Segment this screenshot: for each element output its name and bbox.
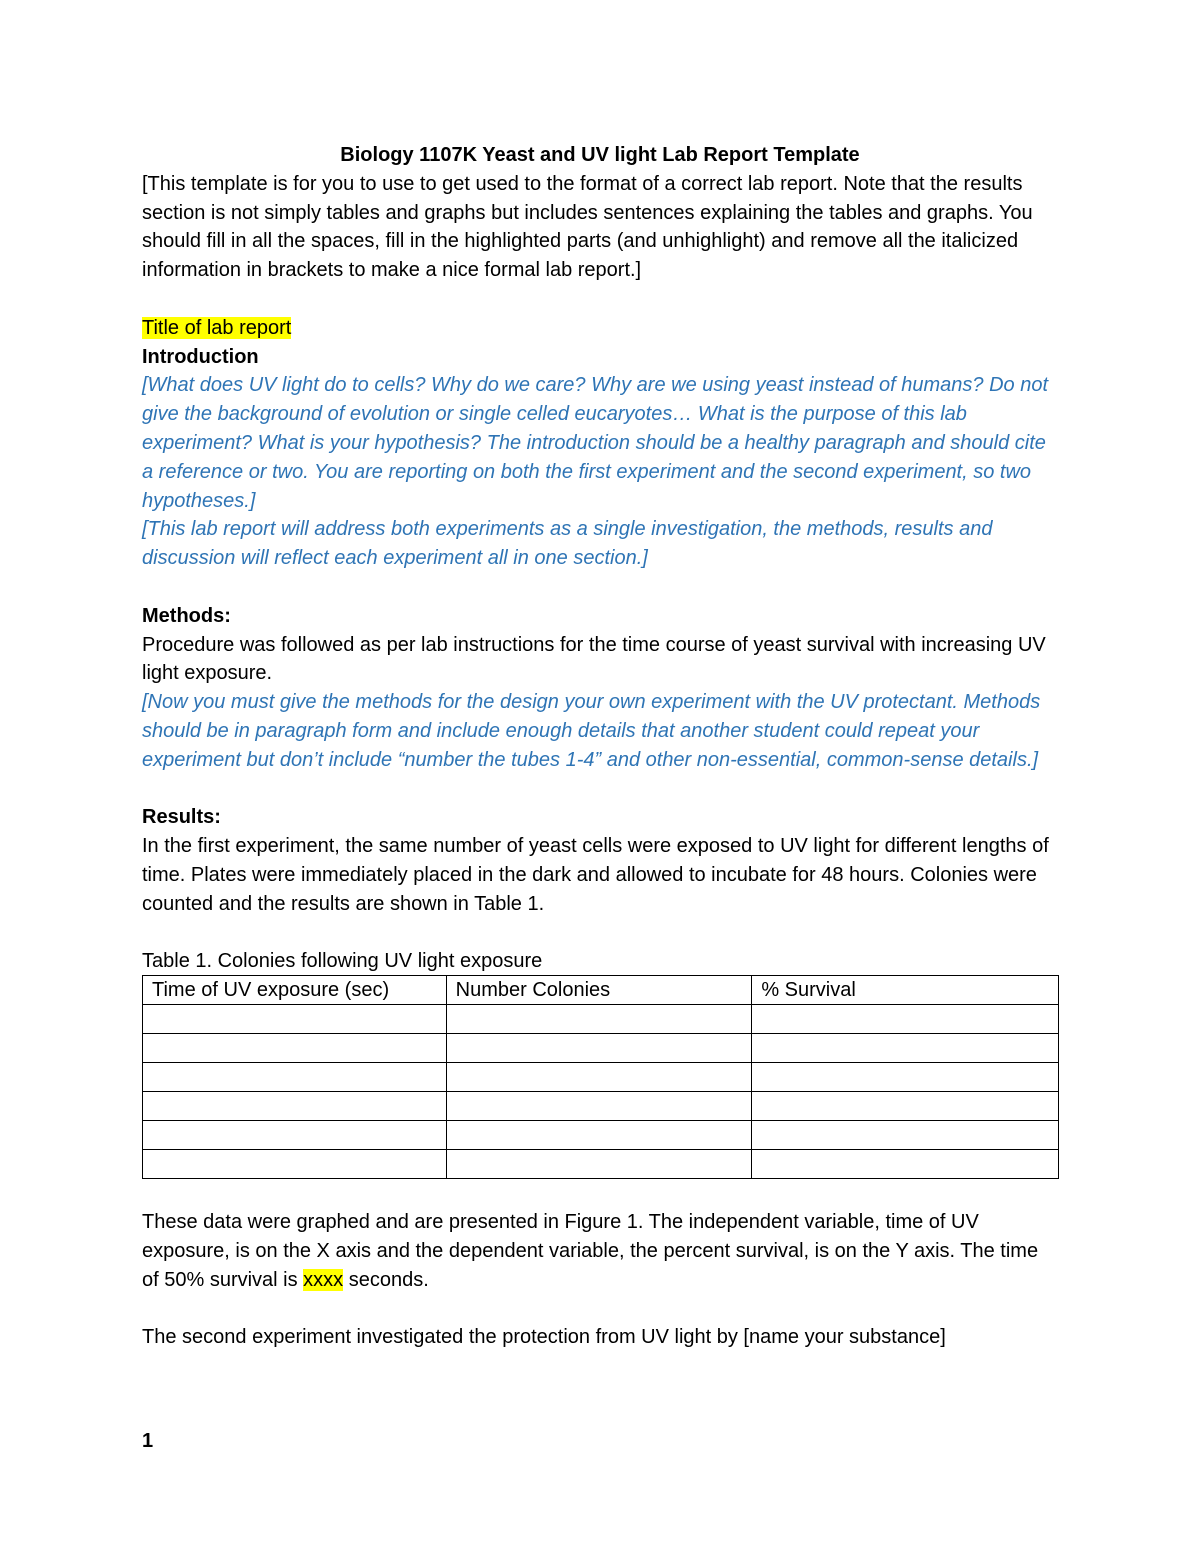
table-row [143, 1121, 1059, 1150]
introduction-note: [What does UV light do to cells? Why do we care? Why are we using yeast instead of humans? Do not give the background of evolution or single celled eucaryotes… What is the purpose of this lab experiment? What is your hypothesis? The introduction should be a healthy paragraph and should cite a reference or two. You are reporting on both the first experiment and the second experiment, so two hypotheses.] [142, 374, 1049, 512]
colonies-table [142, 975, 1059, 1179]
table-cell[interactable] [143, 1121, 447, 1150]
table-cell[interactable] [446, 1005, 752, 1034]
spacer [142, 1295, 1058, 1324]
report-title-placeholder [142, 314, 1058, 343]
table-cell[interactable] [143, 1092, 447, 1121]
table-caption: Table 1. Colonies following UV light exposure [142, 950, 543, 973]
table-cell[interactable] [752, 1005, 1059, 1034]
graph-text-end: seconds. [343, 1268, 429, 1291]
page-number: 1 [142, 1430, 154, 1452]
introduction-note-2: [This lab report will address both experiments as a single investigation, the methods, results and discussion will reflect each experiment all in one section.] [142, 518, 993, 570]
table-cell[interactable] [752, 1150, 1059, 1179]
table-cell[interactable] [446, 1150, 752, 1179]
second-experiment-text: The second experiment investigated the protection from UV light by [name your substance] [142, 1326, 946, 1349]
table-header-cell: Time of UV exposure (sec) [143, 976, 447, 1005]
table-cell[interactable] [752, 1092, 1059, 1121]
introduction-heading: Introduction [142, 345, 259, 368]
methods-heading: Methods: [142, 604, 231, 627]
table-cell[interactable] [143, 1034, 447, 1063]
table-cell[interactable] [446, 1121, 752, 1150]
table-row [143, 1005, 1059, 1034]
graph-description [142, 1208, 1058, 1294]
results-text: In the first experiment, the same number of yeast cells were exposed to UV light for different lengths of time. Plates were immediately placed in the dark and allowed to incubate for 48 hours. Colonies were counted and the results are shown in Table 1. [142, 835, 1049, 915]
results-heading: Results: [142, 806, 221, 829]
table-cell[interactable] [143, 1005, 447, 1034]
spacer [142, 573, 1058, 602]
template-instructions: [This template is for you to use to get used to the format of a correct lab report. Note that the results section is not simply tables and graphs but includes sentences explaining the tables and graphs. You should fill in all the spaces, fill in the highlighted parts (and unhighlight) and remove all the italicized information in brackets to make a nice formal lab report.] [142, 172, 1033, 282]
table-cell[interactable] [752, 1034, 1059, 1063]
table-row [143, 1063, 1059, 1092]
document-title: Biology 1107K Yeast and UV light Lab Report Template [340, 144, 860, 166]
table-cell[interactable] [143, 1063, 447, 1092]
table-header-row [143, 976, 1059, 1005]
table-cell[interactable] [446, 1092, 752, 1121]
table-row [143, 1034, 1059, 1063]
methods-note: [Now you must give the methods for the design your own experiment with the UV protectant. Methods should be in paragraph form and include enough details that another student could repeat your experiment but don’t include “number the tubes 1-4” and other non-essential, common-sense details.] [142, 691, 1041, 771]
highlighted-placeholder: xxxx [303, 1268, 344, 1291]
table-cell[interactable] [752, 1121, 1059, 1150]
spacer [142, 919, 1058, 948]
table-cell[interactable] [143, 1150, 447, 1179]
spacer [142, 1179, 1058, 1208]
table-row [143, 1092, 1059, 1121]
table-header-cell: Number Colonies [446, 976, 752, 1005]
table-cell[interactable] [446, 1063, 752, 1092]
table-cell[interactable] [752, 1063, 1059, 1092]
spacer [142, 285, 1058, 314]
table-row [143, 1150, 1059, 1179]
highlighted-text: Title of lab report [142, 316, 292, 339]
graph-text: These data were graphed and are presented in Figure 1. The independent variable, time of UV exposure, is on the X axis and the dependent variable, the percent survival, is on the Y axis. The time of 50% survival is [142, 1211, 1039, 1291]
spacer [142, 775, 1058, 804]
table-header-cell: % Survival [752, 976, 1059, 1005]
methods-text: Procedure was followed as per lab instructions for the time course of yeast survival with increasing UV light exposure. [142, 633, 1046, 685]
table-cell[interactable] [446, 1034, 752, 1063]
